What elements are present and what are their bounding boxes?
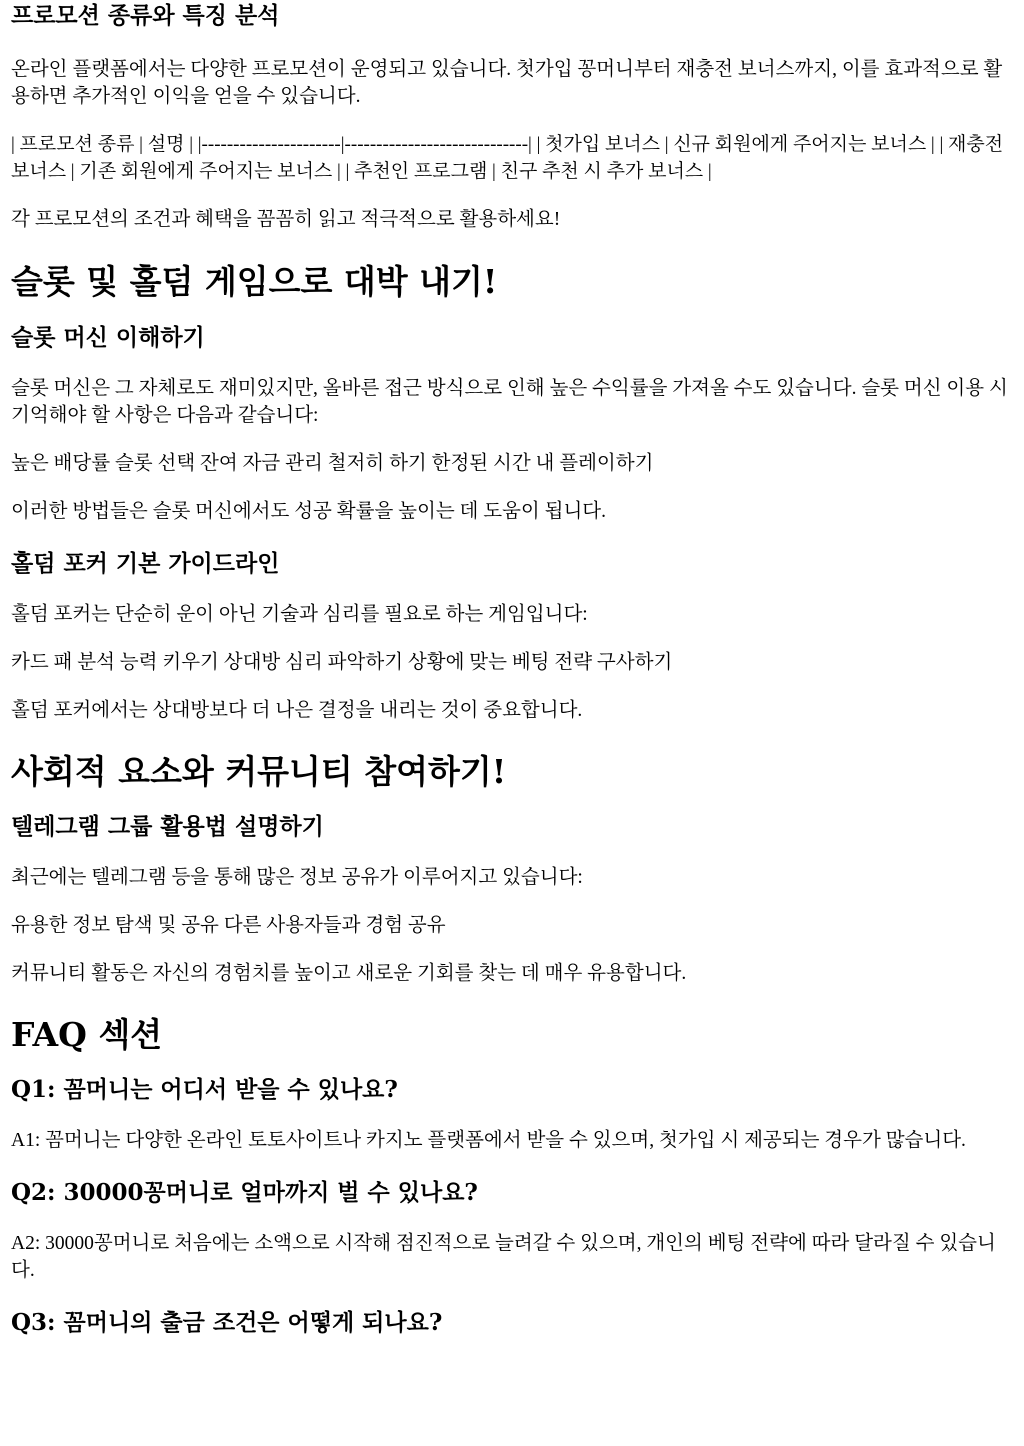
holdem-tips: 카드 패 분석 능력 키우기 상대방 심리 파악하기 상황에 맞는 베팅 전략 구사하기 xyxy=(11,652,673,673)
promo-table-raw: | 프로모션 종류 | 설명 | |----------------------|-----------------------------| | 첫가입 보너스 | 신규 회원에게 주어지는 보너스 | | 재충전 보너스 | 기존 회원에게 주어지는 보너스 | | 추천인 프로그램 | 친구 추천 시 추가 보너스 | xyxy=(11,134,1004,182)
social-section-heading: 사회적 요소와 커뮤니티 참여하기! xyxy=(11,752,507,791)
promo-intro: 온라인 플랫폼에서는 다양한 프로모션이 운영되고 있습니다. 첫가입 꽁머니부터 재충전 보너스까지, 이를 효과적으로 활용하면 추가적인 이익을 얻을 수 있습니다. xyxy=(11,59,1003,107)
slots-section-heading: 슬롯 및 홀덤 게임으로 대박 내기! xyxy=(11,262,498,301)
holdem-intro: 홀덤 포커는 단순히 운이 아닌 기술과 심리를 필요로 하는 게임입니다: xyxy=(11,604,588,625)
promo-heading: 프로모션 종류와 특징 분석 xyxy=(11,2,280,29)
holdem-heading: 홀덤 포커 기본 가이드라인 xyxy=(11,550,280,577)
holdem-outro: 홀덤 포커에서는 상대방보다 더 나은 결정을 내리는 것이 중요합니다. xyxy=(11,700,583,721)
slot-heading: 슬롯 머신 이해하기 xyxy=(11,324,205,351)
telegram-tips: 유용한 정보 탐색 및 공유 다른 사용자들과 경험 공유 xyxy=(11,915,446,936)
slot-tips: 높은 배당률 슬롯 선택 잔여 자금 관리 철저히 하기 한정된 시간 내 플레이하기 xyxy=(11,453,654,474)
faq-question: Q1: 꼼머니는 어디서 받을 수 있나요? xyxy=(11,1076,398,1103)
faq-answer: A1: 꼼머니는 다양한 온라인 토토사이트나 카지노 플랫폼에서 받을 수 있으며, 첫가입 시 제공되는 경우가 많습니다. xyxy=(11,1130,966,1151)
faq-question: Q3: 꼼머니의 출금 조건은 어떻게 되나요? xyxy=(11,1309,443,1336)
faq-answer: A2: 30000꽁머니로 처음에는 소액으로 시작해 점진적으로 늘려갈 수 있으며, 개인의 베팅 전략에 따라 달라질 수 있습니다. xyxy=(11,1233,996,1281)
faq-question: Q2: 30000꽁머니로 얼마까지 벌 수 있나요? xyxy=(11,1179,478,1206)
telegram-intro: 최근에는 텔레그램 등을 통해 많은 정보 공유가 이루어지고 있습니다: xyxy=(11,867,583,888)
slot-intro: 슬롯 머신은 그 자체로도 재미있지만, 올바른 접근 방식으로 인해 높은 수익률을 가져올 수도 있습니다. 슬롯 머신 이용 시 기억해야 할 사항은 다음과 같습니다: xyxy=(11,378,1008,426)
telegram-outro: 커뮤니티 활동은 자신의 경험치를 높이고 새로운 기회를 찾는 데 매우 유용합니다. xyxy=(11,963,687,984)
slot-outro: 이러한 방법들은 슬롯 머신에서도 성공 확률을 높이는 데 도움이 됩니다. xyxy=(11,501,607,522)
faq-heading: FAQ 섹션 xyxy=(11,1015,163,1054)
telegram-heading: 텔레그램 그룹 활용법 설명하기 xyxy=(11,813,324,840)
promo-outro: 각 프로모션의 조건과 혜택을 꼼꼼히 읽고 적극적으로 활용하세요! xyxy=(11,209,561,230)
